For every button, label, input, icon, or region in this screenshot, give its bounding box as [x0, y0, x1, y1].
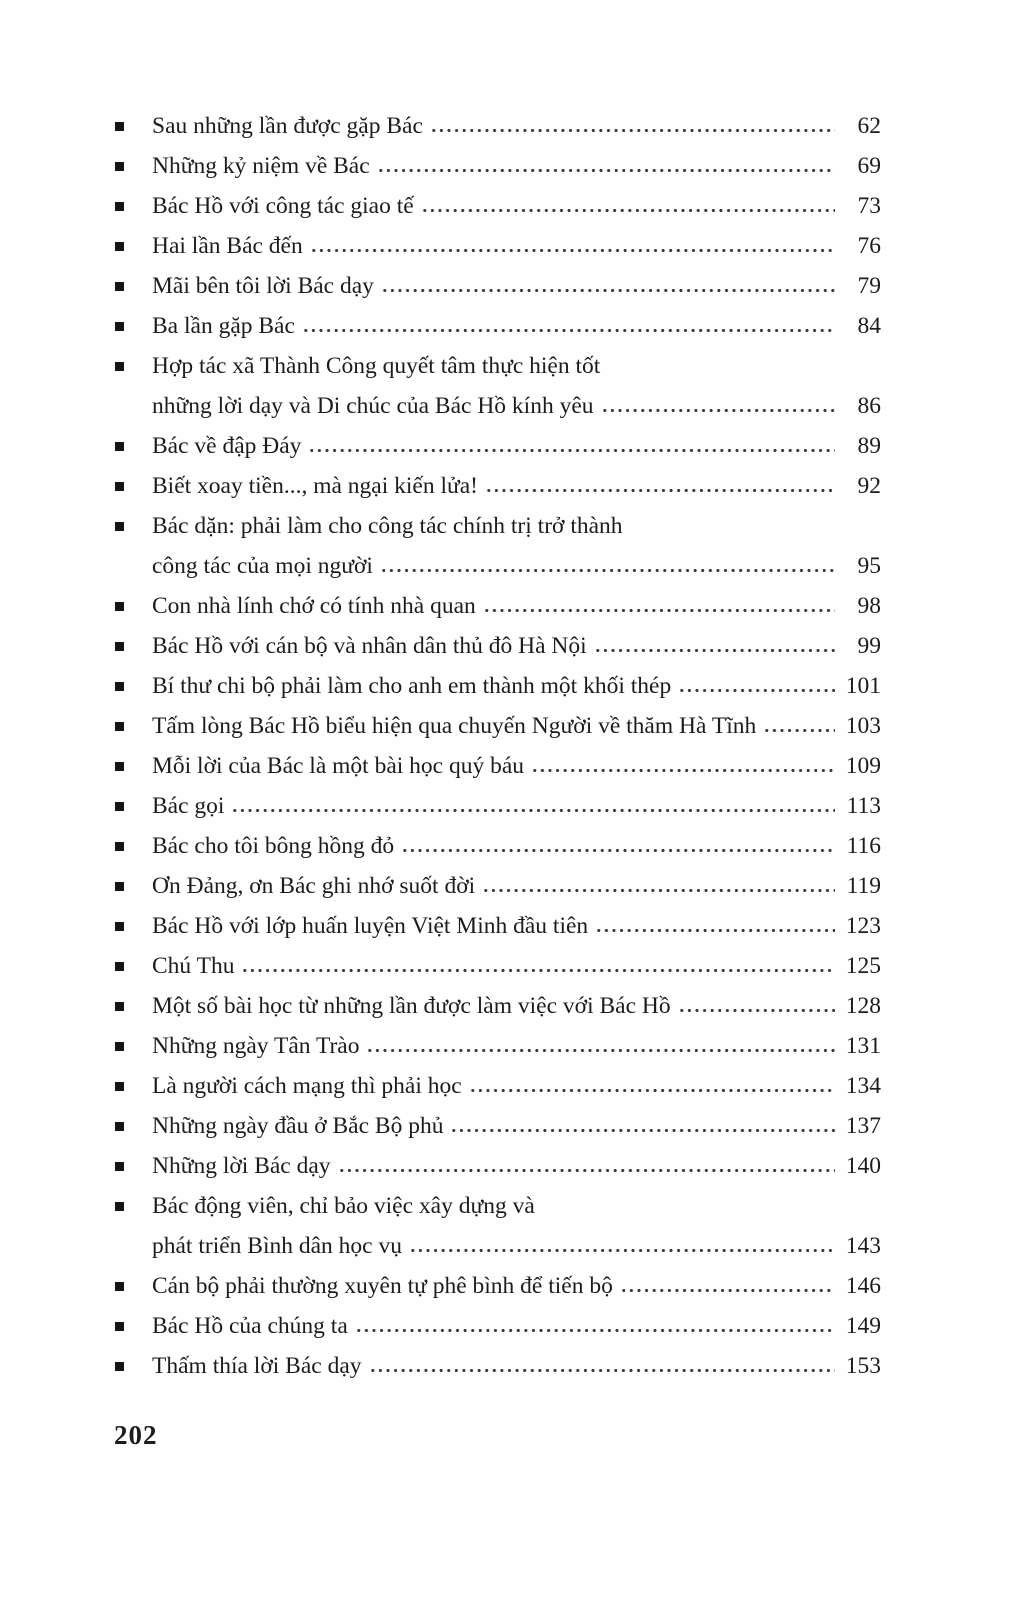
toc-entry-page-number: 119	[846, 873, 881, 899]
toc-entry	[115, 466, 881, 506]
dot-leader	[430, 128, 835, 133]
dot-leader	[450, 1128, 835, 1133]
toc-entry	[115, 746, 881, 786]
bullet-square-icon	[115, 482, 124, 491]
bullet-square-icon	[115, 802, 124, 811]
toc-entry	[115, 1066, 881, 1106]
toc-entry-line	[115, 666, 881, 706]
toc-entry	[115, 586, 881, 626]
toc-entry-line	[115, 146, 881, 186]
dot-leader	[678, 688, 835, 693]
dot-leader	[310, 248, 835, 253]
dot-leader	[241, 968, 835, 973]
bullet-square-icon	[115, 722, 124, 731]
dot-leader	[421, 208, 835, 213]
bullet-square-icon	[115, 1002, 124, 1011]
bullet-square-icon	[115, 642, 124, 651]
toc-entry-title: Bác động viên, chỉ bảo việc xây dựng và	[152, 1193, 535, 1219]
toc-entry	[115, 1146, 881, 1186]
toc-entry-page-number: 153	[845, 1353, 881, 1379]
dot-leader	[355, 1328, 835, 1333]
toc-entry-line	[115, 1306, 881, 1346]
dot-leader	[594, 648, 835, 653]
toc-entry	[115, 1026, 881, 1066]
toc-entry	[115, 986, 881, 1026]
toc-entry-title: Hai lần Bác đến	[152, 233, 303, 259]
dot-leader	[595, 928, 835, 933]
bullet-square-icon	[115, 282, 124, 291]
dot-leader	[483, 608, 835, 613]
dot-leader	[482, 888, 835, 893]
toc-entry-line	[115, 106, 881, 146]
toc-entry-page-number: 73	[857, 193, 881, 219]
toc-entry-line	[115, 186, 881, 226]
toc-entry	[115, 1266, 881, 1306]
toc-entry	[115, 266, 881, 306]
toc-entry-page-number: 116	[846, 833, 881, 859]
toc-entry-line	[115, 346, 881, 386]
toc-entry	[115, 346, 881, 426]
bullet-square-icon	[115, 682, 124, 691]
bullet-square-icon	[115, 602, 124, 611]
dot-leader	[401, 848, 835, 853]
toc-entry-line	[115, 1186, 881, 1226]
dot-leader	[366, 1048, 835, 1053]
dot-leader	[377, 168, 835, 173]
dot-leader	[231, 808, 835, 813]
toc-entry-line	[115, 226, 881, 266]
toc-entry-page-number: 79	[857, 273, 881, 299]
toc-entry-title: những lời dạy và Di chúc của Bác Hồ kính yêu	[152, 393, 594, 419]
dot-leader	[678, 1008, 835, 1013]
toc-entry	[115, 786, 881, 826]
dot-leader	[531, 768, 835, 773]
toc-entry-title: Biết xoay tiền..., mà ngại kiến lửa!	[152, 473, 478, 499]
toc-entry-page-number: 69	[857, 153, 881, 179]
bullet-square-icon	[115, 922, 124, 931]
dot-leader	[409, 1248, 835, 1253]
bullet-square-icon	[115, 1322, 124, 1331]
toc-entry-page-number: 146	[845, 1273, 881, 1299]
bullet-square-icon	[115, 242, 124, 251]
toc-entry-line	[115, 1146, 881, 1186]
footer-page-number: 202	[114, 1420, 158, 1450]
toc-entry	[115, 866, 881, 906]
toc-entry-line	[115, 1346, 881, 1386]
toc-entry-title: Những ngày Tân Trào	[152, 1033, 360, 1059]
toc-entry	[115, 106, 881, 146]
toc-entry-line	[115, 986, 881, 1026]
toc-entry	[115, 666, 881, 706]
bullet-square-icon	[115, 522, 124, 531]
toc-entry-title: Hợp tác xã Thành Công quyết tâm thực hiện tốt	[152, 353, 601, 379]
toc-entry-title: Là người cách mạng thì phải học	[152, 1073, 462, 1099]
dot-leader	[308, 448, 835, 453]
dot-leader	[380, 568, 835, 573]
toc-entry-title: Con nhà lính chớ có tính nhà quan	[152, 593, 476, 619]
bullet-square-icon	[115, 1162, 124, 1171]
toc-entry-page-number: 86	[857, 393, 881, 419]
dot-leader	[381, 288, 835, 293]
toc-entry-title: Cán bộ phải thường xuyên tự phê bình để tiến bộ	[152, 1273, 613, 1299]
toc-entry-page-number: 99	[857, 633, 881, 659]
toc-entry-line	[115, 1026, 881, 1066]
toc-entry-line-continued	[115, 1226, 881, 1266]
toc-entry-title: công tác của mọi người	[152, 553, 373, 579]
toc-entry-page-number: 95	[857, 553, 881, 579]
toc-entry-title: Bác gọi	[152, 793, 225, 819]
toc-entry-line	[115, 826, 881, 866]
toc-entry	[115, 1306, 881, 1346]
dot-leader	[763, 728, 835, 733]
toc-entry-title: Tấm lòng Bác Hồ biểu hiện qua chuyến Người về thăm Hà Tĩnh	[152, 713, 757, 739]
toc-entry-title: phát triển Bình dân học vụ	[152, 1233, 402, 1259]
toc-entry-line	[115, 1106, 881, 1146]
toc-entry	[115, 1186, 881, 1266]
toc-entry-line-continued	[115, 386, 881, 426]
toc-entry	[115, 186, 881, 226]
toc-entry	[115, 306, 881, 346]
toc-entry-title: Bác Hồ với công tác giao tế	[152, 193, 414, 219]
toc-entry-line	[115, 946, 881, 986]
toc-entry	[115, 226, 881, 266]
toc-entry-page-number: 98	[857, 593, 881, 619]
toc-entry-title: Bác Hồ của chúng ta	[152, 1313, 348, 1339]
toc-entry	[115, 426, 881, 466]
toc-entry-title: Một số bài học từ những lần được làm việc với Bác Hồ	[152, 993, 671, 1019]
toc-entry-title: Thấm thía lời Bác dạy	[152, 1353, 362, 1379]
toc-entry-page-number: 62	[857, 113, 881, 139]
toc-entry-line	[115, 586, 881, 626]
toc-entry-title: Ba lần gặp Bác	[152, 313, 295, 339]
toc-entry-title: Bí thư chi bộ phải làm cho anh em thành một khối thép	[152, 673, 672, 699]
dot-leader	[485, 488, 835, 493]
toc-entry-line	[115, 266, 881, 306]
toc-entry-page-number: 137	[845, 1113, 881, 1139]
toc-entry	[115, 706, 881, 746]
toc-entry-line	[115, 906, 881, 946]
toc-entry-page-number: 128	[845, 993, 881, 1019]
toc-entry-line	[115, 1266, 881, 1306]
toc-entry-page-number: 109	[845, 753, 881, 779]
bullet-square-icon	[115, 442, 124, 451]
toc-entry-page-number: 140	[845, 1153, 881, 1179]
toc-entry-line	[115, 786, 881, 826]
bullet-square-icon	[115, 362, 124, 371]
toc-entry-title: Những ngày đầu ở Bắc Bộ phủ	[152, 1113, 444, 1139]
toc-entry-title: Bác cho tôi bông hồng đỏ	[152, 833, 395, 859]
bullet-square-icon	[115, 122, 124, 131]
toc-entry-page-number: 134	[845, 1073, 881, 1099]
toc-entry	[115, 146, 881, 186]
toc-list	[115, 106, 881, 1386]
toc-entry-line	[115, 706, 881, 746]
dot-leader	[469, 1088, 835, 1093]
toc-entry-title: Những kỷ niệm về Bác	[152, 153, 370, 179]
toc-entry-title: Bác dặn: phải làm cho công tác chính trị trở thành	[152, 513, 623, 539]
toc-entry-page-number: 123	[845, 913, 881, 939]
toc-entry-page-number: 131	[845, 1033, 881, 1059]
toc-entry-page-number: 103	[845, 713, 881, 739]
toc-entry	[115, 946, 881, 986]
bullet-square-icon	[115, 162, 124, 171]
bullet-square-icon	[115, 1362, 124, 1371]
toc-entry-title: Bác về đập Đáy	[152, 433, 302, 459]
toc-entry-page-number: 101	[845, 673, 881, 699]
dot-leader	[601, 408, 835, 413]
dot-leader	[620, 1288, 835, 1293]
toc-entry-title: Chú Thu	[152, 953, 235, 979]
toc-entry-page-number: 76	[857, 233, 881, 259]
toc-entry-line	[115, 1066, 881, 1106]
toc-entry	[115, 1346, 881, 1386]
toc-entry	[115, 1106, 881, 1146]
toc-entry-line	[115, 746, 881, 786]
toc-entry-line	[115, 506, 881, 546]
bullet-square-icon	[115, 1122, 124, 1131]
bullet-square-icon	[115, 1282, 124, 1291]
bullet-square-icon	[115, 322, 124, 331]
toc-entry-title: Mỗi lời của Bác là một bài học quý báu	[152, 753, 525, 779]
toc-entry-title: Sau những lần được gặp Bác	[152, 113, 423, 139]
toc-entry-page-number: 84	[857, 313, 881, 339]
toc-entry	[115, 626, 881, 666]
bullet-square-icon	[115, 202, 124, 211]
dot-leader	[369, 1368, 835, 1373]
dot-leader	[338, 1168, 835, 1173]
bullet-square-icon	[115, 1202, 124, 1211]
toc-entry-page-number: 113	[846, 793, 881, 819]
toc-entry-page-number: 89	[857, 433, 881, 459]
toc-entry-title: Ơn Đảng, ơn Bác ghi nhớ suốt đời	[152, 873, 476, 899]
toc-entry-page-number: 125	[845, 953, 881, 979]
toc-entry-line	[115, 426, 881, 466]
toc-entry-title: Những lời Bác dạy	[152, 1153, 331, 1179]
bullet-square-icon	[115, 882, 124, 891]
toc-entry-page-number: 143	[845, 1233, 881, 1259]
bullet-square-icon	[115, 1042, 124, 1051]
dot-leader	[302, 328, 835, 333]
bullet-square-icon	[115, 962, 124, 971]
bullet-square-icon	[115, 762, 124, 771]
toc-entry-line	[115, 866, 881, 906]
toc-entry-title: Mãi bên tôi lời Bác dạy	[152, 273, 374, 299]
toc-entry-line	[115, 306, 881, 346]
toc-entry-title: Bác Hồ với cán bộ và nhân dân thủ đô Hà Nội	[152, 633, 587, 659]
toc-entry-page-number: 149	[845, 1313, 881, 1339]
bullet-square-icon	[115, 1082, 124, 1091]
bullet-square-icon	[115, 842, 124, 851]
toc-entry-line	[115, 626, 881, 666]
toc-entry	[115, 826, 881, 866]
toc-entry-line-continued	[115, 546, 881, 586]
toc-entry	[115, 906, 881, 946]
toc-entry-line	[115, 466, 881, 506]
toc-entry	[115, 506, 881, 586]
toc-entry-page-number: 92	[857, 473, 881, 499]
toc-entry-title: Bác Hồ với lớp huấn luyện Việt Minh đầu tiên	[152, 913, 589, 939]
